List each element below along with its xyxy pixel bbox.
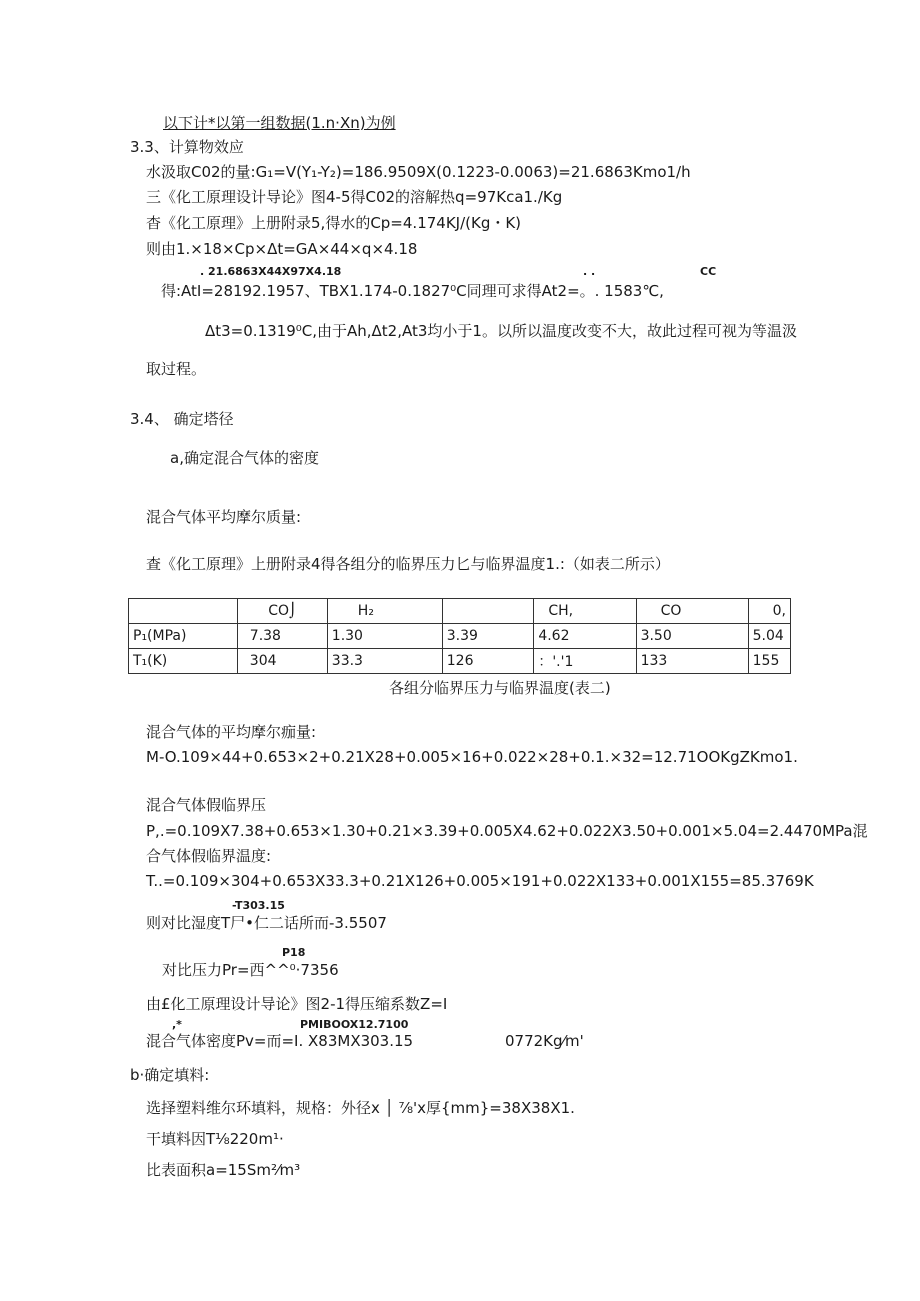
specific-surface-line: 比表面积a=15Sm²⁄m³ <box>146 1161 301 1179</box>
table-cell: 133 <box>636 649 748 674</box>
fraction-dots: . . <box>583 265 596 278</box>
delta-t-line: 得:AtI=28192.1957、TBX1.174-0.1827⁰C同理可求得At2=。. 1583℃, <box>161 282 664 300</box>
heat-balance-line: 则由1.×18×Cp×Δt=GA×44×q×4.18 <box>146 240 418 258</box>
table-header-row <box>129 599 791 624</box>
table-cell: 7.38 <box>237 624 327 649</box>
pseudo-critical-pressure-heading: 混合气体假临界压 <box>146 796 267 814</box>
density-formula: 混合气体密度Pv=而=I. X83MX303.15 <box>146 1032 414 1050</box>
dissolution-heat-line: 三《化工原理设计导论》图4-5得C02的溶解热q=97Kca1./Kg <box>146 188 563 206</box>
table-header-cell <box>129 599 238 624</box>
packing-factor-line: 干填料因T⅛220m¹· <box>146 1130 284 1148</box>
compressibility-line: 由£化工原理设计导论》图2-1得压缩系数Z=I <box>146 995 448 1013</box>
reduced-pressure-numerator: P18 <box>282 946 306 959</box>
process-conclusion: 取过程。 <box>146 360 207 378</box>
section-3-3-heading: 3.3、计算物效应 <box>130 138 244 156</box>
table-cell: 155 <box>748 649 790 674</box>
table-cell: 1.30 <box>327 624 442 649</box>
co2-absorption-line: 水汲取C02的量:G₁=V(Y₁-Y₂)=186.9509X(0.1223-0.0063)=21.6863Kmo1/h <box>146 163 691 181</box>
density-result: 0772Kg⁄m' <box>505 1032 584 1050</box>
critical-properties-table <box>128 598 791 674</box>
table-cell: 304 <box>237 649 327 674</box>
pseudo-critical-pressure-formula: P,.=0.109X7.38+0.653×1.30+0.21×3.39+0.005X4.62+0.022X3.50+0.001×5.04=2.4470MPa混 <box>146 822 868 840</box>
intro-line: 以下计*以第一组数据(1.n·Xn)为例 <box>163 114 396 132</box>
table-cell: 3.39 <box>442 624 534 649</box>
packing-spec-line: 选择塑料维尔环填料，规格：外径x │ ⅞'x厚{mm}=38X38X1. <box>146 1099 575 1117</box>
fraction-cc: CC <box>700 265 717 278</box>
table-cell: 126 <box>442 649 534 674</box>
table-intro-line: 查《化工原理》上册附录4得各组分的临界压力匕与临界温度1.:（如表二所示） <box>146 555 670 573</box>
table-row <box>129 649 791 674</box>
molar-mass-formula: M-O.109×44+0.653×2+0.21X28+0.005×16+0.022×28+0.1.×32=12.71OOKgZKmo1. <box>146 748 798 766</box>
table-cell: ：'.'1 <box>534 649 636 674</box>
table-header-cell: CO⌡ <box>237 599 327 624</box>
table-cell: T₁(K) <box>129 649 238 674</box>
subsection-b-heading: b·确定填料: <box>130 1066 210 1084</box>
table-cell: 33.3 <box>327 649 442 674</box>
table-caption: 各组分临界压力与临界温度(表二) <box>389 679 611 697</box>
table-header-cell <box>442 599 534 624</box>
reduced-pressure-line: 对比压力Pr=西^^⁰·7356 <box>162 961 339 979</box>
section-3-4-heading: 3.4、 确定塔径 <box>130 410 234 428</box>
avg-molar-mass-heading: 混合气体的平均摩尔痂量: <box>146 723 317 741</box>
molar-mass-intro: 混合气体平均摩尔质量: <box>146 508 302 526</box>
pseudo-critical-temp-heading: 合气体假临界温度: <box>146 847 272 865</box>
delta-t3-line: Δt3=0.1319⁰C,由于Ah,Δt2,At3均小于1。以所以温度改变不大，故此过程可视为等温汲 <box>205 322 797 340</box>
table-row <box>129 624 791 649</box>
table-cell: 4.62 <box>534 624 636 649</box>
density-numerator: PMIBOOX12.7100 <box>300 1018 409 1031</box>
table-header-cell: CH, <box>534 599 636 624</box>
pseudo-critical-temp-formula: T..=0.109×304+0.653X33.3+0.21X126+0.005×191+0.022X133+0.001X155=85.3769K <box>146 872 814 890</box>
cp-line: 杳《化工原理》上册附录5,得水的Cp=4.174KJ/(Kg・K) <box>146 214 522 232</box>
table-cell: 3.50 <box>636 624 748 649</box>
table-cell: P₁(MPa) <box>129 624 238 649</box>
table-header-cell: H₂ <box>327 599 442 624</box>
table-header-cell: CO <box>636 599 748 624</box>
table-cell: 5.04 <box>748 624 790 649</box>
reduced-temp-numerator: -T303.15 <box>232 899 285 912</box>
table-header-cell: 0, <box>748 599 790 624</box>
reduced-temp-line: 则对比湿度T尸•仁二话所而-3.5507 <box>146 914 387 932</box>
fraction-numerator: . 21.6863X44X97X4.18 <box>200 265 342 278</box>
subsection-a-heading: a,确定混合气体的密度 <box>170 449 319 467</box>
density-prefix-mark: ,* <box>172 1018 182 1031</box>
